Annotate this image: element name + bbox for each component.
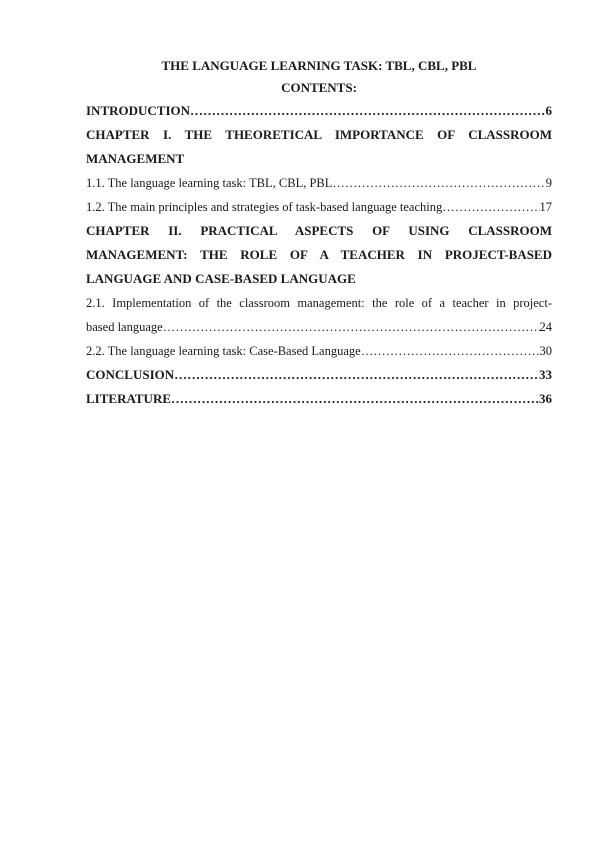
toc-chapter-1 bbox=[86, 123, 552, 171]
chapter-1-line-1: CHAPTER I. THE THEORETICAL IMPORTANCE OF CLASSROOM bbox=[86, 127, 552, 142]
toc-entry-label: INTRODUCTION bbox=[86, 103, 191, 118]
toc-entry-2-1 bbox=[86, 291, 552, 315]
document-title: THE LANGUAGE LEARNING TASK: TBL, CBL, PBL bbox=[161, 58, 477, 73]
chapter-2-line-1: CHAPTER II. PRACTICAL ASPECTS OF USING CLASSROOM bbox=[86, 223, 552, 238]
dot-leader bbox=[190, 99, 545, 123]
toc-entry-page: 30 bbox=[539, 344, 552, 358]
chapter-2-line-2: MANAGEMENT: THE ROLE OF A TEACHER IN PROJECT-BASED bbox=[86, 247, 552, 262]
dot-leader bbox=[332, 171, 545, 195]
toc-entry-label: 2.2. The language learning task: Case-Based Language bbox=[86, 344, 361, 358]
toc-entry-page: 9 bbox=[545, 176, 552, 190]
toc-entry-1-1 bbox=[86, 171, 552, 195]
toc-entry-label: 1.2. The main principles and strategies of task-based language teaching bbox=[86, 200, 443, 214]
toc-list bbox=[86, 99, 552, 411]
toc-entry-page: 36 bbox=[539, 391, 552, 406]
toc-entry-page: 17 bbox=[539, 200, 552, 214]
dot-leader bbox=[174, 363, 539, 387]
toc-entry-introduction bbox=[86, 99, 552, 123]
toc-entry-page: 6 bbox=[545, 103, 552, 118]
toc-entry-page: 33 bbox=[539, 367, 552, 382]
toc-entry-2-1-continued bbox=[86, 315, 552, 339]
toc-entry-label-line-1: 2.1. Implementation of the classroom management: the role of a teacher in project- bbox=[86, 296, 552, 310]
dot-leader bbox=[361, 339, 540, 363]
table-of-contents-page bbox=[86, 55, 552, 411]
toc-chapter-2 bbox=[86, 219, 552, 291]
toc-entry-1-2 bbox=[86, 195, 552, 219]
chapter-1-line-2: MANAGEMENT bbox=[86, 151, 185, 166]
toc-entry-2-2 bbox=[86, 339, 552, 363]
toc-entry-label: CONCLUSION bbox=[86, 367, 175, 382]
chapter-2-line-3: LANGUAGE AND CASE-BASED LANGUAGE bbox=[86, 271, 356, 286]
toc-entry-label-line-2: based language bbox=[86, 320, 163, 334]
dot-leader bbox=[442, 195, 539, 219]
dot-leader bbox=[171, 387, 539, 411]
toc-entry-page: 24 bbox=[539, 320, 552, 334]
toc-entry-label: 1.1. The language learning task: TBL, CBL, PBL bbox=[86, 176, 333, 190]
toc-entry-label: LITERATURE bbox=[86, 391, 172, 406]
toc-entry-conclusion bbox=[86, 363, 552, 387]
toc-entry-literature bbox=[86, 387, 552, 411]
contents-heading: CONTENTS: bbox=[281, 80, 357, 95]
dot-leader bbox=[163, 315, 540, 339]
